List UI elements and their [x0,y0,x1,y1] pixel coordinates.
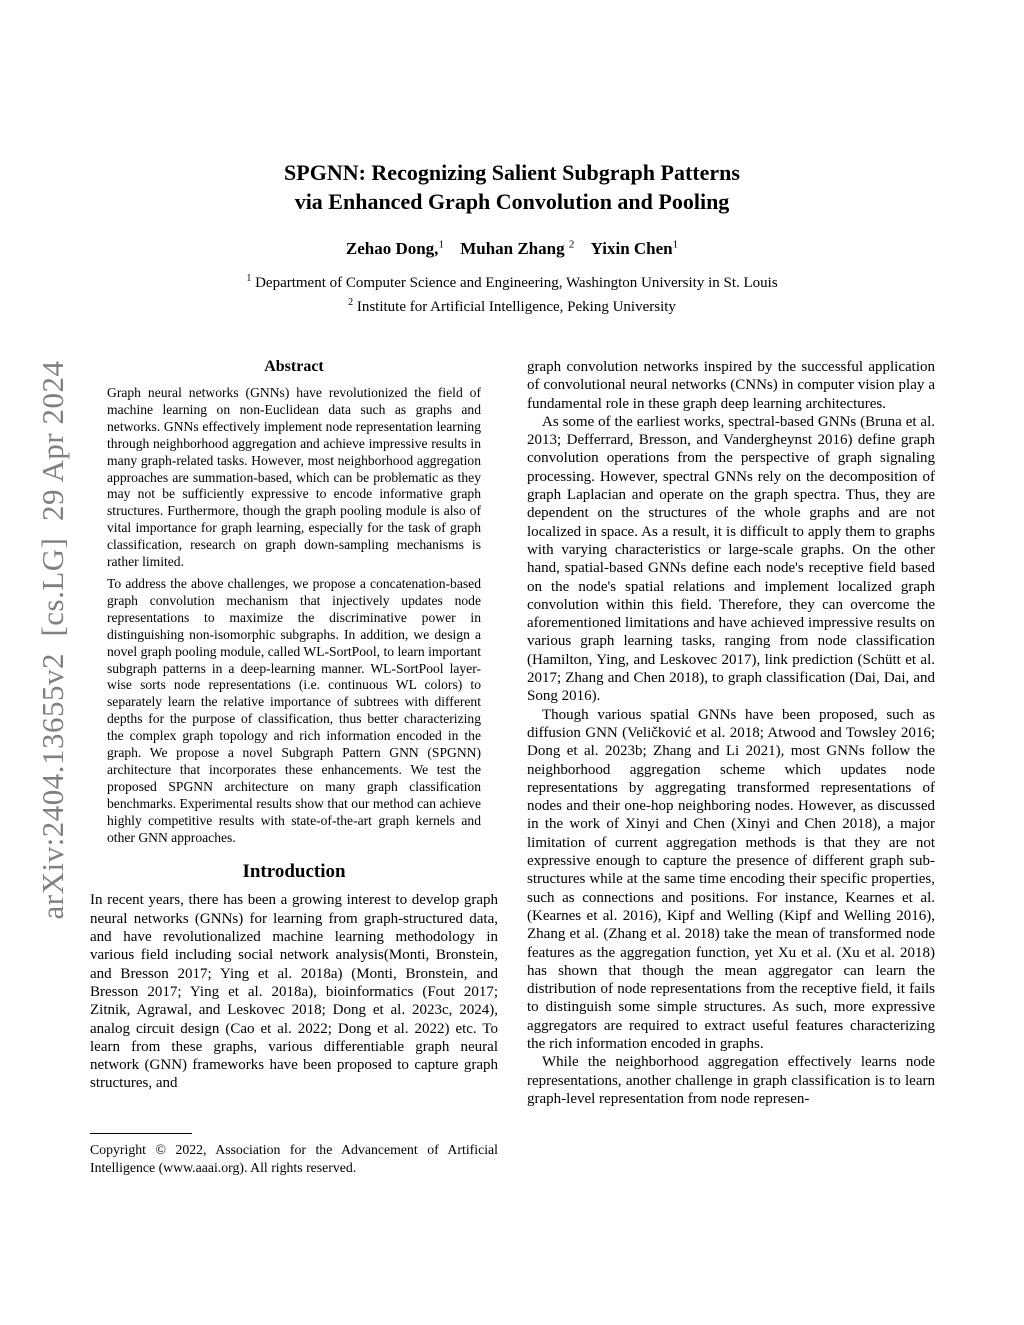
abstract-paragraph: To address the above challenges, we propose a concatenation-based graph convolution mechanism that injectively updates node representations to maximize the discriminative power in distinguishing non-isomorphic subgraphs. In addition, we design a novel graph pooling module, called WL-SortPool, to learn important subgraph patterns in a deep-learning manner. WL-SortPool layer-wise sorts node representations (i.e. continuous WL colors) to separately learn the relative importance of subtrees with different depths for the purpose of classification, thus better characterizing the complex graph topology and rich information encoded in the graph. We propose a novel Subgraph Pattern GNN (SPGNN) architecture that incorporates these enhancements. We test the proposed SPGNN architecture on many graph classification benchmarks. Experimental results show that our method can achieve highly competitive results with state-of-the-art graph kernels and other GNN approaches. [107,575,481,845]
affiliation-1 [0,269,1024,293]
affiliations [0,269,1024,317]
body-paragraph: Though various spatial GNNs have been proposed, such as diffusion GNN (Veličković et al. 2018; Atwood and Towsley 2016; Dong et al. 2023b; Zhang and Li 2021), most GNNs follow the neighborhood aggregation scheme which updates node representations by aggregating transformed representations of nodes and their one-hop neighboring nodes. However, as discussed in the work of Xinyi and Chen (Xinyi and Chen 2018), a major limitation of current aggregation methods is that they are not expressive enough to capture the presence of different graph sub-structures while at the same time encoding their specific properties, such as connections and positions. For instance, Kearnes et al. (Kearnes et al. 2016), Kipf and Welling (Kipf and Welling 2016), Zhang et al. (Zhang et al. 2018) take the mean of transformed node features as the aggregation function, yet Xu et al. (Xu et al. 2018) has shown that though the mean aggregator can learn the distribution of node representations from the receptive field, it fails to distinguish some simple structures. As such, more expressive aggregators are required to extract useful features characterizing the rich information encoded in graphs. [527,706,935,1052]
affiliation-2-mark: 2 [348,296,354,308]
paper-title-line1: SPGNN: Recognizing Salient Subgraph Patterns [284,160,740,185]
affiliation-2 [0,293,1024,317]
author-3 [591,239,679,258]
author-3-affiliation-mark: 1 [672,238,679,250]
author-2-name: Muhan Zhang [460,238,565,258]
author-line [0,238,1024,259]
author-1-name: Zehao Dong, [345,238,439,258]
author-2 [460,239,574,258]
author-3-name: Yixin Chen [590,238,673,258]
body-paragraph: As some of the earliest works, spectral-based GNNs (Bruna et al. 2013; Defferrard, Bresson, and Vandergheynst 2016) define graph convolution operations from the perspective of graph signaling processing. However, spectral GNNs rely on the decomposition of graph Laplacian and operate on the graph spectra. Thus, they are dependent on the structures of the whole graphs and are not localized in space. As a result, it is difficult to apply them to graphs with varying characteristics or large-scale graphs. On the other hand, spatial-based GNNs define each node's receptive field based on the node's spatial relations and implement localized graph convolution within this field. Therefore, they can overcome the aforementioned limitations and have achieved impressive results on various graph learning tasks, ranging from node classification (Hamilton, Ying, and Leskovec 2017), link prediction (Schütt et al. 2017; Zhang and Chen 2018), to graph classification (Dai, Dai, and Song 2016). [527,413,935,705]
right-column [527,358,935,1108]
paper-title [0,158,1024,216]
left-column [90,358,498,1093]
author-2-affiliation-mark: 2 [568,238,575,250]
affiliation-1-mark: 1 [246,272,252,284]
abstract-heading: Abstract [264,358,324,375]
copyright-footnote [90,1133,498,1177]
introduction-heading: Introduction [242,861,346,883]
paper-title-line2: via Enhanced Graph Convolution and Pooling [294,189,730,214]
body-paragraph: While the neighborhood aggregation effectively learns node representations, another challenge in graph classification is to learn graph-level representation from node represen- [527,1054,935,1107]
arxiv-watermark: arXiv:2404.13655v2 [cs.LG] 29 Apr 2024 [35,360,70,920]
body-paragraph: graph convolution networks inspired by the successful application of convolutional neural networks (CNNs) in computer vision play a fundamental role in these graph deep learning architectures. [527,359,935,412]
author-1 [346,239,444,258]
introduction-section [90,861,498,1092]
introduction-paragraph: In recent years, there has been a growing interest to develop graph neural networks (GNNs) for learning from graph-structured data, and have revolutionalized machine learning methodology in various field including social network analysis(Monti, Bronstein, and Bresson 2017; Ying et al. 2018a) (Monti, Bronstein, and Bresson 2017; Ying et al. 2018a), bioinformatics (Fout 2017; Zitnik, Agrawal, and Leskovec 2018; Dong et al. 2023c, 2024), analog circuit design (Cao et al. 2022; Dong et al. 2022) etc. To learn from these graphs, various differentiable graph neural network (GNN) frameworks have been proposed to capture graph structures, and [90,892,498,1092]
footnote-rule [90,1133,192,1134]
author-1-affiliation-mark: 1 [438,238,444,250]
abstract-paragraph: Graph neural networks (GNNs) have revolutionized the field of machine learning on non-Euclidean data such as graphs and networks. GNNs effectively implement node representation learning through neighborhood aggregation and achieve impressive results in many graph-related tasks. However, most neighborhood aggregation approaches are summation-based, which can be problematic as they may not be sufficiently expressive to encode informative graph structures. Furthermore, though the graph pooling module is also of vital importance for graph learning, especially for the task of graph classification, research on graph down-sampling mechanisms is rather limited. [107,385,481,570]
affiliation-2-text: Institute for Artificial Intelligence, Peking University [356,298,676,315]
copyright-text: Copyright © 2022, Association for the Advancement of Artificial Intelligence (www.aaai.org). All rights reserved. [90,1142,498,1175]
abstract-section [90,358,498,846]
affiliation-1-text: Department of Computer Science and Engineering, Washington University in St. Louis [255,274,778,291]
paper-header [0,158,1024,317]
